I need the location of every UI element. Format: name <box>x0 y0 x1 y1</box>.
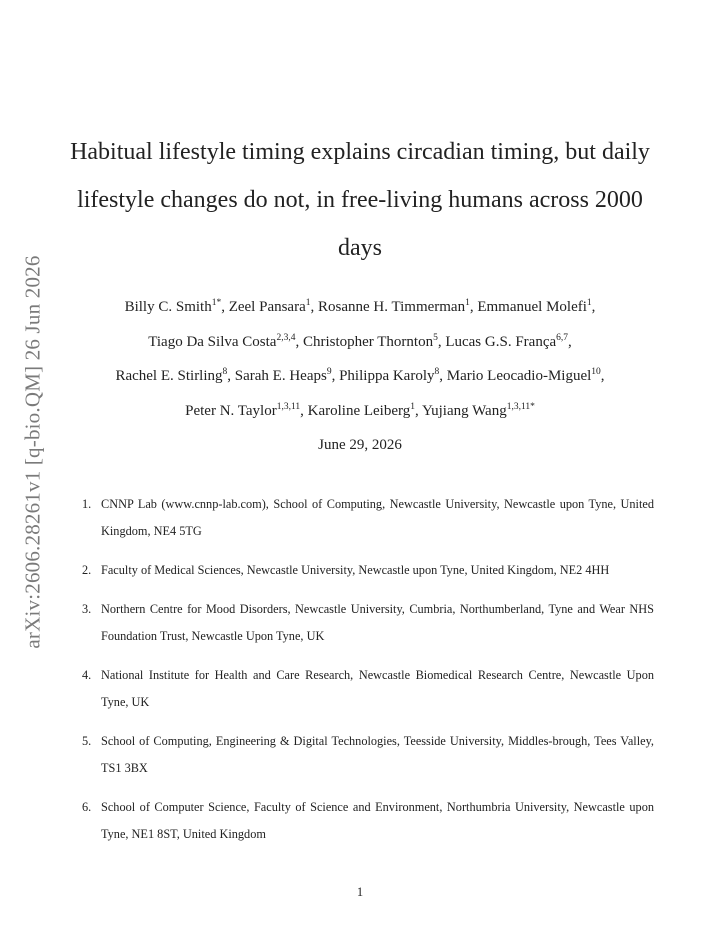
affiliation-number: 6. <box>82 800 92 814</box>
author-affiliation-mark: 1* <box>211 298 222 308</box>
affiliation-item <box>82 794 654 848</box>
author: Peter N. Taylor$^{1,3,11}$, <box>185 401 308 419</box>
author-affiliation-mark: 1,3,11* <box>506 401 535 412</box>
affiliation-item <box>82 662 654 716</box>
affiliation-list <box>82 491 654 860</box>
affiliation-number: 4. <box>82 668 92 682</box>
author: Christopher Thornton$^5$, <box>302 332 446 350</box>
author-affiliation-mark: 10 <box>591 367 601 377</box>
affiliation-text: School of Computing, Engineering & Digital Technologies, Teesside University, Middles-brough, Tees Valley, TS1 3BX <box>101 734 654 775</box>
author: Lucas G.S. França$^{6,7}$, <box>445 332 572 350</box>
author: Mario Leocadio-Miguel$^{10}$, <box>446 367 605 384</box>
publication-date: June 29, 2026 <box>318 437 402 453</box>
author: Billy C. Smith$^{1*}$, <box>124 298 229 315</box>
author-affiliation-mark: 8 <box>434 367 440 377</box>
author: Philippa Karoly$^8$, <box>339 367 447 384</box>
affiliation-item <box>82 728 654 782</box>
author-affiliation-mark: 9 <box>326 367 332 377</box>
author: Tiago Da Silva Costa$^{2,3,4}$, <box>148 332 303 350</box>
author-affiliation-mark: 1 <box>410 401 415 412</box>
author-affiliation-mark: 1 <box>465 298 470 308</box>
affiliation-number: 5. <box>82 734 92 748</box>
affiliation-text: National Institute for Health and Care Research, Newcastle Biomedical Research Centre, Newcastle Upon Tyne, UK <box>101 668 654 709</box>
author: Karoline Leiberg$^1$, <box>307 401 422 419</box>
author: Sarah E. Heaps$^9$, <box>234 367 340 384</box>
affiliation-text: School of Computer Science, Faculty of Science and Environment, Northumbria University, Newcastle upon Tyne, NE1 8ST, United Kingdom <box>101 800 654 841</box>
author-affiliation-mark: 1,3,11 <box>276 401 301 412</box>
affiliation-text: Faculty of Medical Sciences, Newcastle University, Newcastle upon Tyne, United Kingdom, NE2 4HH <box>101 563 610 577</box>
author: Zeel Pansara$^1$, <box>228 298 318 315</box>
author-affiliation-mark: 6,7 <box>556 332 569 343</box>
affiliation-item <box>82 491 654 545</box>
author-affiliation-mark: 8 <box>222 367 228 377</box>
author: Rosanne H. Timmerman$^1$, <box>318 298 478 315</box>
author-affiliation-mark: 1 <box>305 298 311 308</box>
author-affiliation-mark: 2,3,4 <box>276 332 296 343</box>
author-affiliation-mark: 5 <box>433 332 438 343</box>
page-number: 1 <box>356 885 364 899</box>
affiliation-item <box>82 596 654 650</box>
author: Yujiang Wang$^{1,3,11*}$ <box>421 401 535 419</box>
author-list <box>62 290 658 428</box>
affiliation-item <box>82 557 654 584</box>
author: Emmanuel Molefi$^1$, <box>477 298 596 315</box>
arxiv-identifier: arXiv:2606.28261v1 [q-bio.QM] 26 Jun 2026 <box>20 255 45 649</box>
affiliation-text: Northern Centre for Mood Disorders, Newcastle University, Cumbria, Northumberland, Tyne and Wear NHS Foundation Trust, Newcastle Upon Tyne, UK <box>101 602 654 643</box>
affiliation-number: 3. <box>82 602 92 616</box>
affiliation-text: CNNP Lab (www.cnnp-lab.com), School of Computing, Newcastle University, Newcastle upon Tyne, United Kingdom, NE4 5TG <box>101 497 654 538</box>
affiliation-number: 1. <box>82 497 92 511</box>
affiliation-number: 2. <box>82 563 92 577</box>
author: Rachel E. Stirling$^8$, <box>115 367 235 384</box>
author-affiliation-mark: 1 <box>586 298 592 308</box>
paper-title: Habitual lifestyle timing explains circadian timing, but daily lifestyle changes do not, in free-living humans across 2000 days <box>70 139 650 261</box>
